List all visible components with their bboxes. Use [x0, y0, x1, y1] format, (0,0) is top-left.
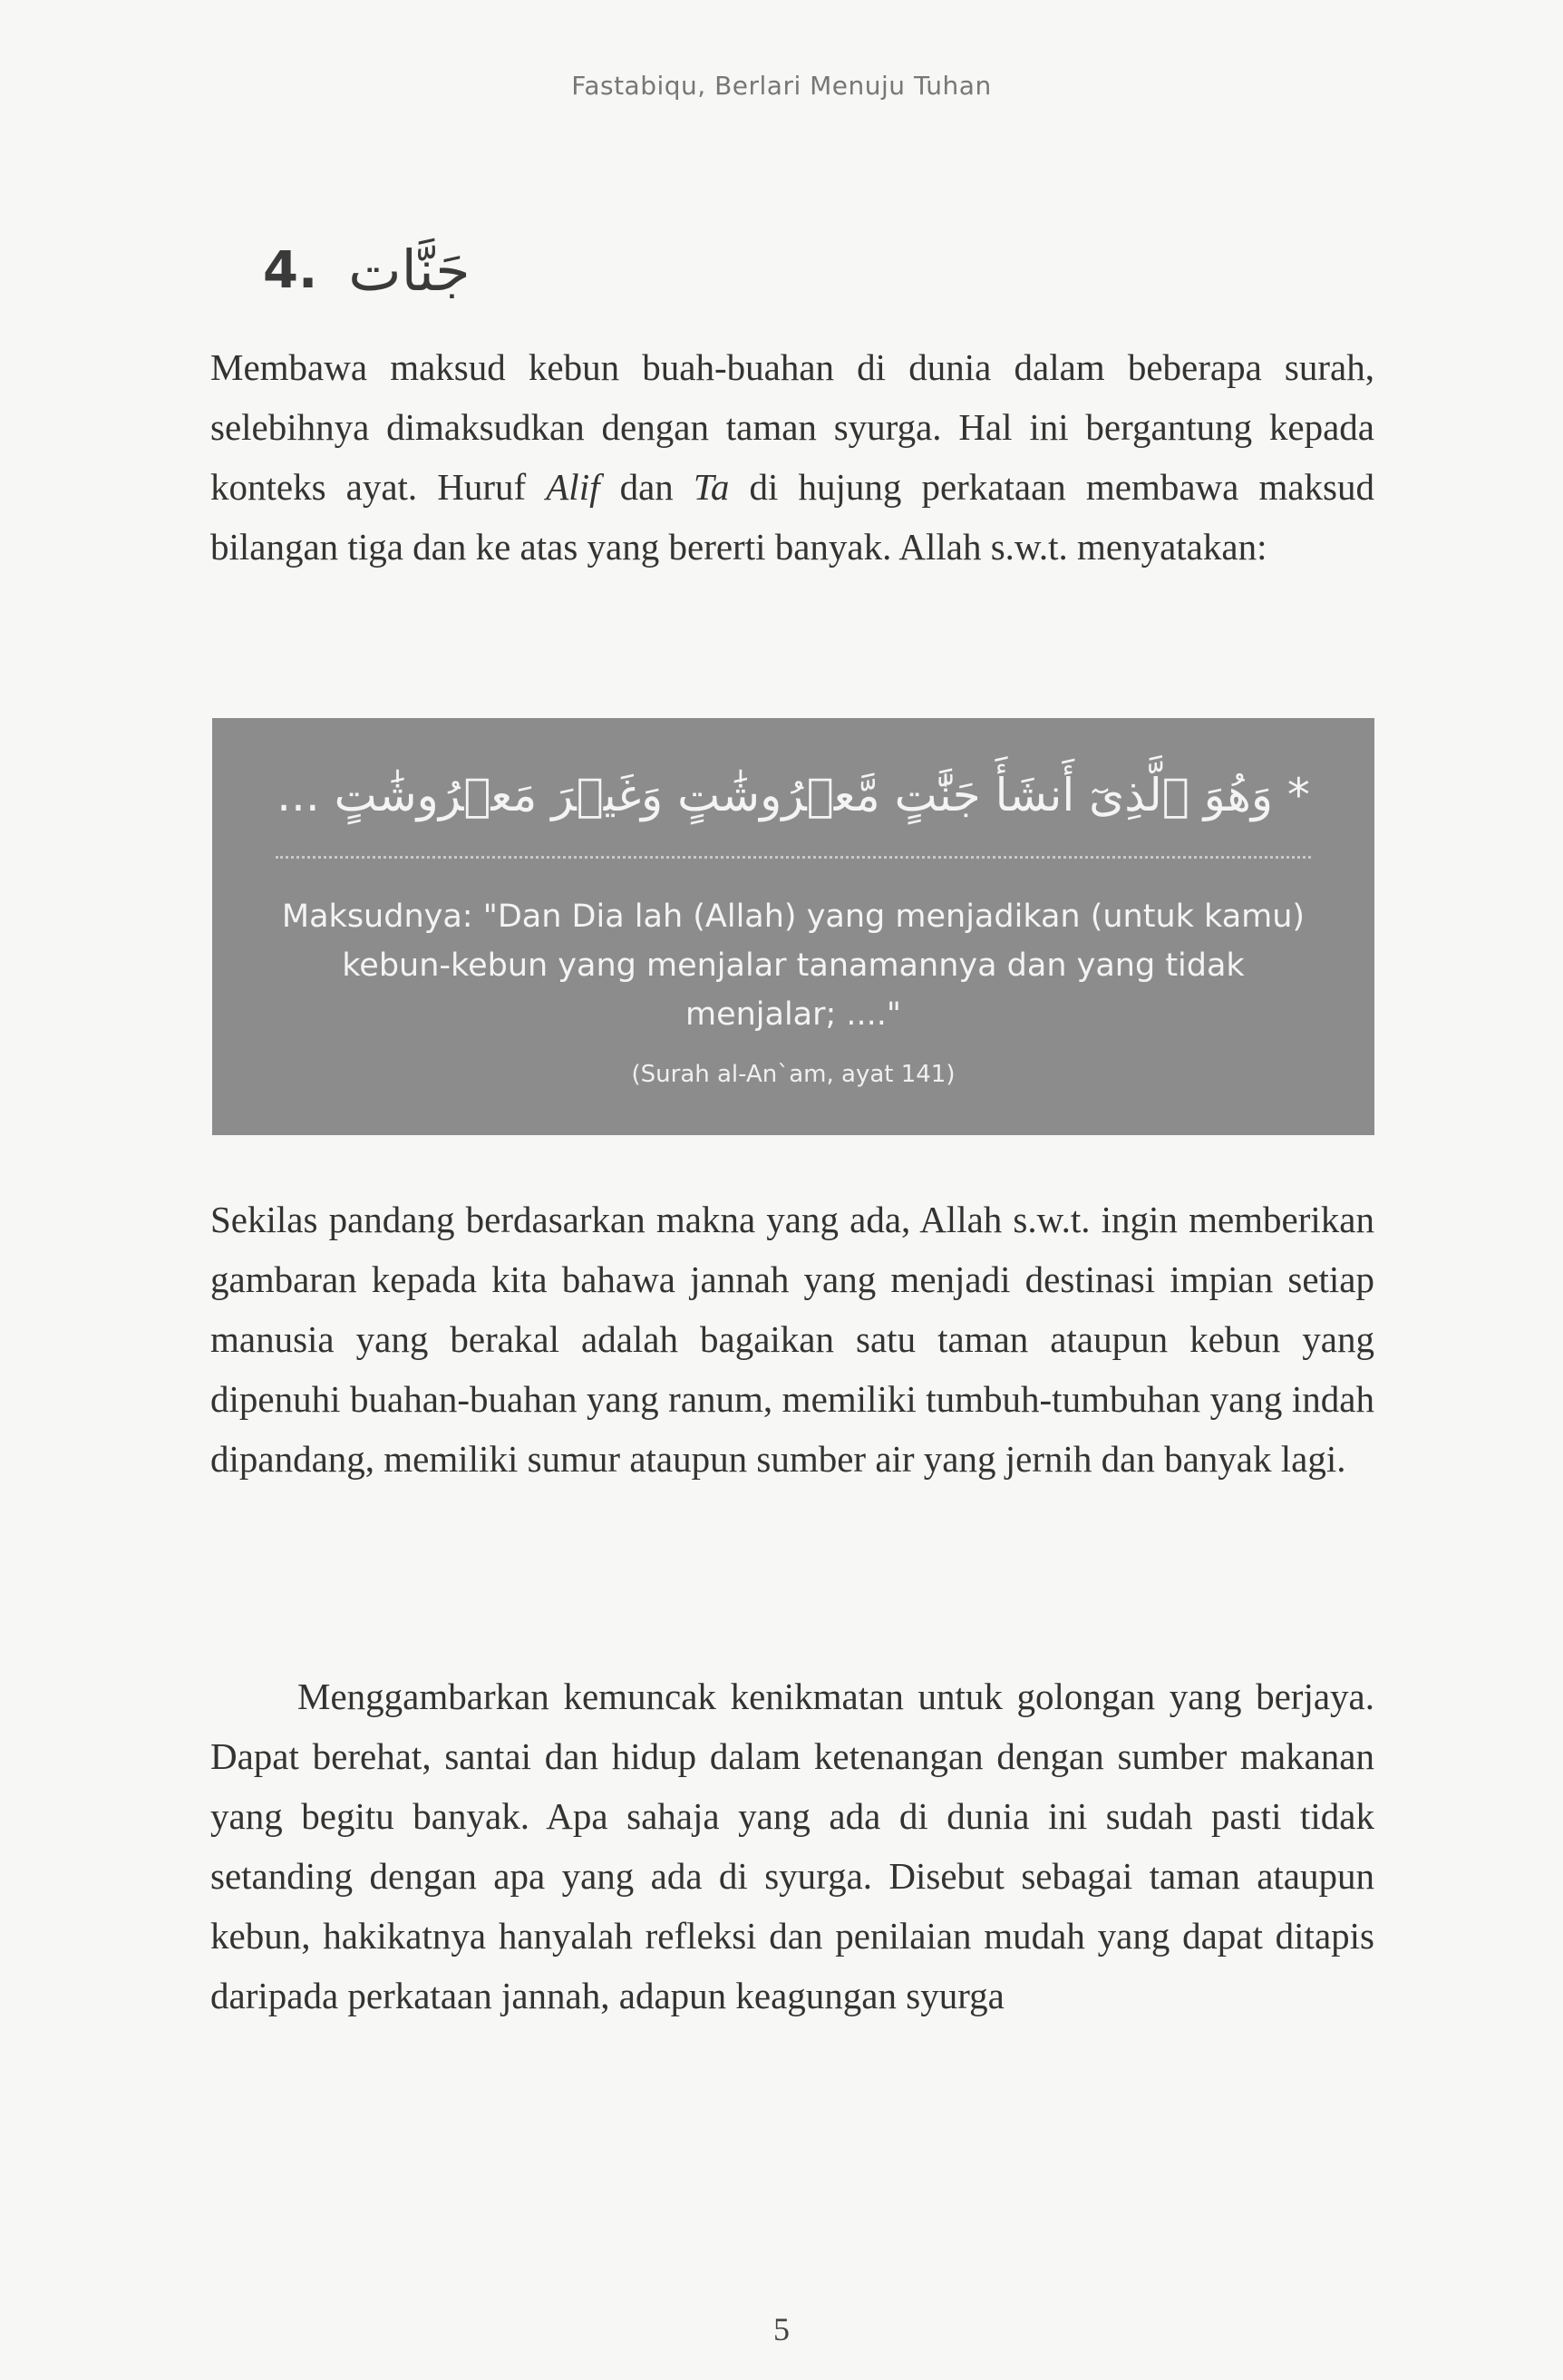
section-number: 4.: [263, 241, 318, 300]
quran-quote-box: [212, 718, 1374, 1135]
quote-source: (Surah al-An`am, ayat 141): [631, 1061, 956, 1088]
intro-term-ta: Ta: [693, 466, 730, 508]
quote-arabic-verse: * وَهُوَ ٱلَّذِىٓ أَنشَأَ جَنَّٰتٍ مَّعۡرُوشَٰتٍ وَغَيۡرَ مَعۡرُوشَٰتٍ ...: [277, 769, 1310, 821]
quote-translation: Maksudnya: "Dan Dia lah (Allah) yang menjadikan (untuk kamu) kebun-kebun yang menjalar tanamannya dan yang tidak menjalar; ....": [281, 899, 1306, 1033]
section-arabic-title: جَنَّات: [348, 238, 471, 304]
intro-text-3: di hujung perkataan membawa maksud bilangan tiga dan ke atas yang bererti banyak. Allah s.w.t. menyatakan:: [210, 466, 1374, 568]
body-paragraph-2: Sekilas pandang berdasarkan makna yang ada, Allah s.w.t. ingin memberikan gambaran kepada kita bahawa jannah yang menjadi destinasi impian setiap manusia yang berakal adalah bagaikan satu taman ataupun kebun yang dipenuhi buahan-buahan yang ranum, memiliki tumbuh-tumbuhan yang indah dipandang, memiliki sumur ataupun sumber air yang jernih dan banyak lagi.: [210, 1199, 1374, 1480]
intro-text-2: dan: [599, 466, 694, 508]
body-paragraph-3-text: Menggambarkan kemuncak kenikmatan untuk golongan yang berjaya. Dapat berehat, santai dan hidup dalam ketenangan dengan sumber makanan yang begitu banyak. Apa sahaja yang ada di dunia ini sudah pasti tidak setanding dengan apa yang ada di syurga. Disebut sebagai taman ataupun kebun, hakikatnya hanyalah refleksi dan penilaian mudah yang dapat ditapis daripada perkataan jannah, adapun keagungan syurga: [210, 1676, 1374, 2016]
intro-text-1: Membawa maksud kebun buah-buahan di dunia dalam beberapa surah, selebihnya dimaksudkan dengan taman syurga. Hal ini bergantung kepada konteks ayat. Huruf: [210, 346, 1374, 508]
page-number: 5: [773, 2311, 790, 2347]
quote-divider: [276, 856, 1311, 859]
running-header: Fastabiqu, Berlari Menuju Tuhan: [571, 71, 992, 101]
body-paragraph-3: [210, 1666, 1374, 2025]
section-heading: [263, 238, 471, 304]
intro-term-alif: Alif: [546, 466, 600, 508]
intro-paragraph: [210, 337, 1374, 577]
